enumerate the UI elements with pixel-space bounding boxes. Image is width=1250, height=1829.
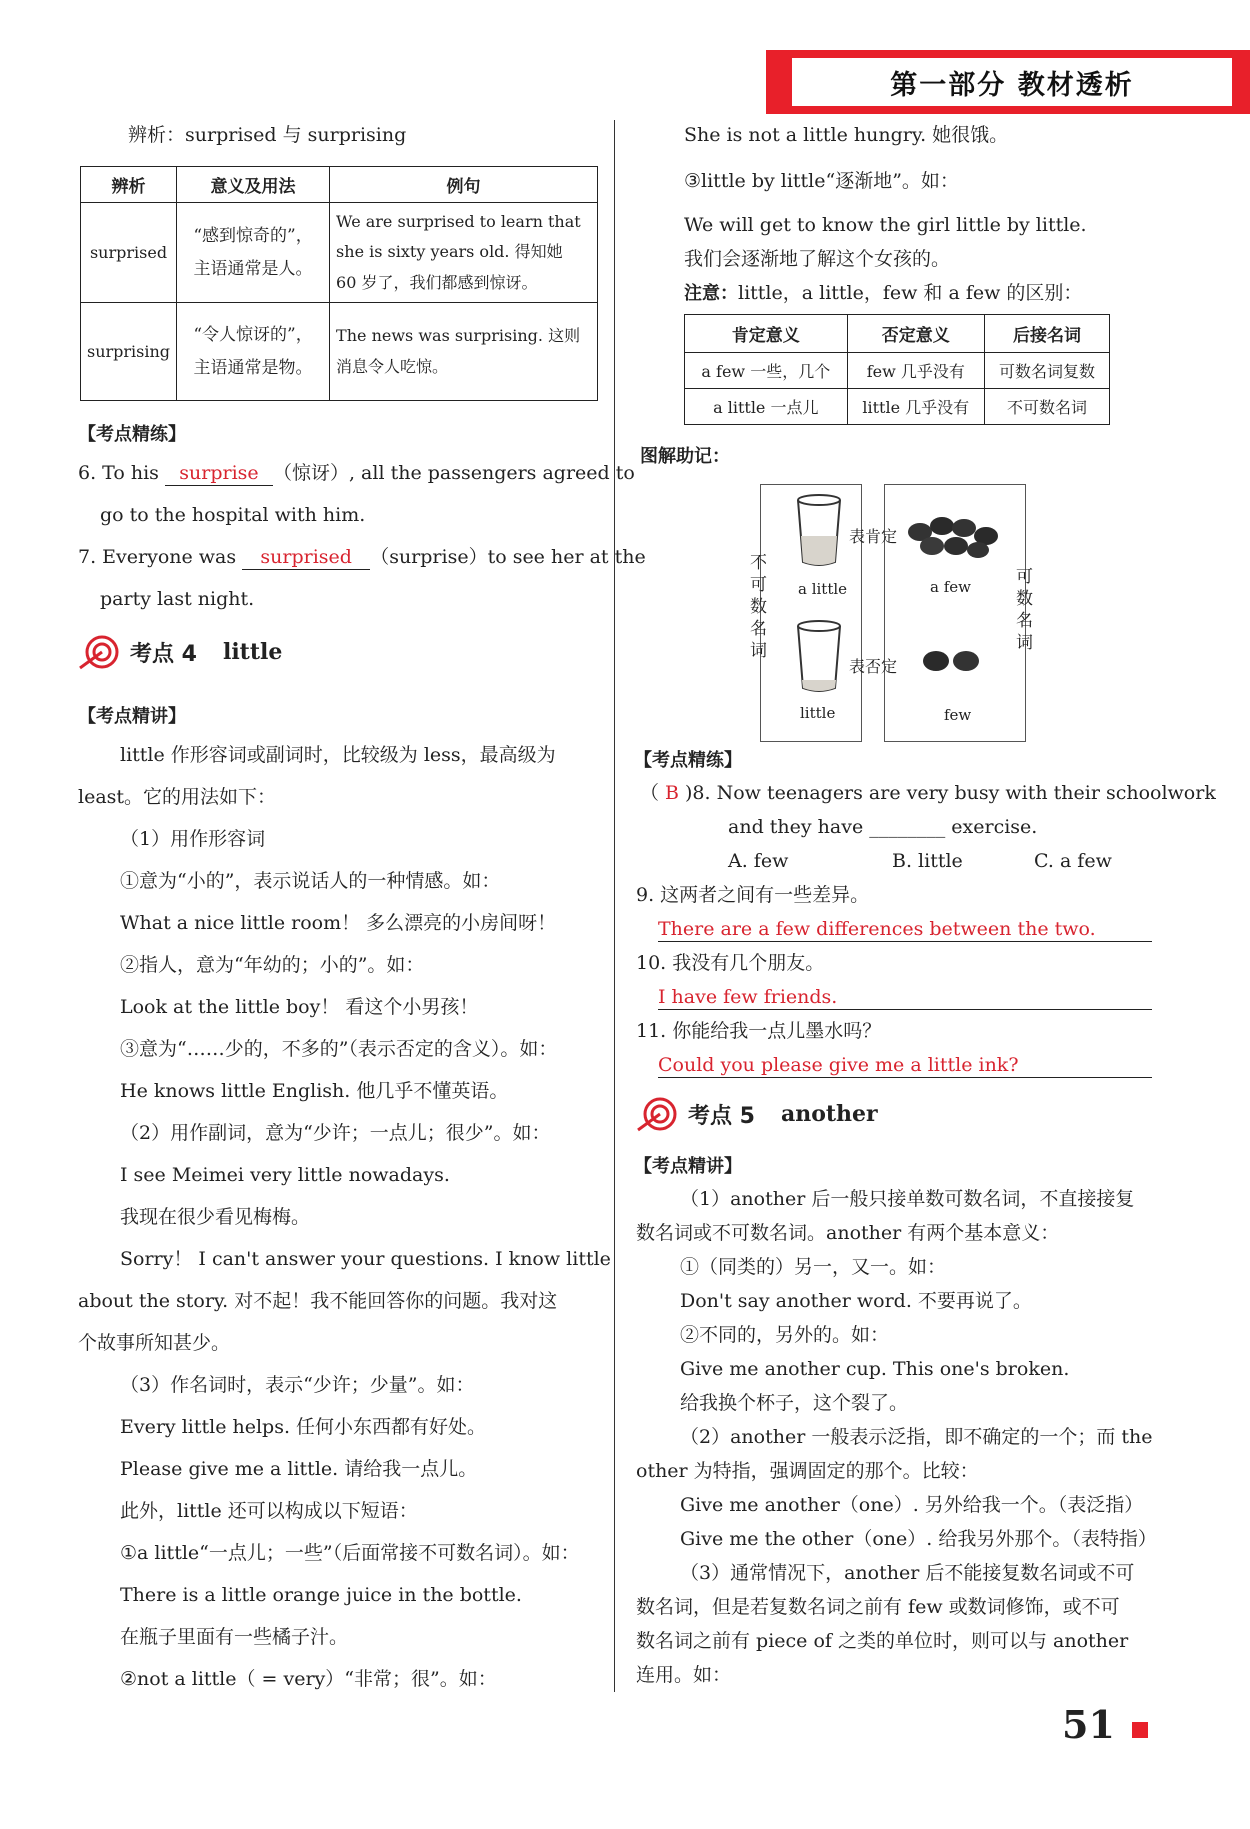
text-line: （3）作名词时，表示“少许；少量”。如： bbox=[120, 1374, 475, 1396]
answer-line: I have few friends. bbox=[658, 986, 1152, 1010]
text-line: （2）another 一般表示泛指，即不确定的一个；而 the bbox=[680, 1426, 1153, 1448]
text-line: 在瓶子里面有一些橘子汁。 bbox=[120, 1626, 349, 1648]
text-line: ②not a little（ = very）“非常；很”。如： bbox=[120, 1668, 497, 1690]
table-cell: few 几乎没有 bbox=[847, 353, 984, 389]
diagram-title: 图解助记： bbox=[640, 446, 730, 467]
question-10: 10. 我没有几个朋友。 bbox=[636, 952, 825, 974]
table-cell: “令人惊讶的”， 主语通常是物。 bbox=[177, 303, 330, 401]
table-cell: surprising bbox=[81, 303, 177, 401]
text-line: about the story. 对不起！我不能回答你的问题。我对这 bbox=[78, 1290, 558, 1312]
table-cell: The news was surprising. 这则 消息令人吃惊。 bbox=[330, 303, 598, 401]
text-line: Give me the other（one）. 给我另外那个。（表特指） bbox=[680, 1528, 1157, 1550]
question-6: 6. To his surprise （惊讶）, all the passengers agreed to bbox=[78, 462, 635, 484]
text-line: ①a little“一点儿；一些”（后面常接不可数名词）。如： bbox=[120, 1542, 580, 1564]
text-line: Sorry！ I can't answer your questions. I know little bbox=[120, 1248, 611, 1270]
diagram-negative: 表否定 bbox=[849, 657, 898, 676]
text-line: 我现在很少看见梅梅。 bbox=[120, 1206, 311, 1228]
answer-blank: surprised bbox=[242, 546, 370, 570]
diagram-a-few: a few bbox=[930, 578, 971, 596]
text-line: She is not a little hungry. 她很饿。 bbox=[684, 124, 1009, 146]
diagram-a-little: a little bbox=[798, 580, 848, 598]
comparison-table bbox=[80, 166, 598, 401]
text-line: little 作形容词或副词时，比较级为 less，最高级为 bbox=[120, 744, 556, 766]
text-line: ①意为“小的”，表示说话人的一种情感。如： bbox=[120, 870, 501, 892]
table-row bbox=[81, 203, 598, 303]
beans-few-icon bbox=[920, 648, 982, 674]
question-7: 7. Everyone was surprised （surprise）to see her at the bbox=[78, 546, 646, 568]
table-header: 后接名词 bbox=[984, 315, 1109, 353]
text-line: 个故事所知甚少。 bbox=[78, 1332, 231, 1354]
table-row bbox=[685, 389, 1110, 425]
text-line: What a nice little room！ 多么漂亮的小房间呀！ bbox=[120, 912, 557, 934]
text-line: He knows little English. 他几乎不懂英语。 bbox=[120, 1080, 509, 1102]
text-line: ②不同的，另外的。如： bbox=[680, 1324, 890, 1346]
table-cell: “感到惊奇的”， 主语通常是人。 bbox=[177, 203, 330, 303]
table-cell: We are surprised to learn that she is sixty years old. 得知她 60 岁了，我们都感到惊讶。 bbox=[330, 203, 598, 303]
text-line: 我们会逐渐地了解这个女孩的。 bbox=[684, 248, 951, 270]
text-line: ①（同类的）另一，又一。如： bbox=[680, 1256, 947, 1278]
glass-little-icon bbox=[795, 620, 843, 694]
table-cell: a little 一点儿 bbox=[685, 389, 848, 425]
diagram-countable: 可数名词 bbox=[1016, 567, 1033, 654]
explain-label: 【考点精讲】 bbox=[78, 706, 186, 727]
text-line: ③little by little“逐渐地”。如： bbox=[684, 170, 959, 192]
target-icon bbox=[78, 634, 122, 670]
text-line: 数名词，但是若复数名词之前有 few 或数词修饰，或不可 bbox=[636, 1596, 1120, 1618]
table-header: 否定意义 bbox=[847, 315, 984, 353]
beans-a-few-icon bbox=[906, 512, 1002, 562]
table-row bbox=[81, 303, 598, 401]
practice-label: 【考点精练】 bbox=[78, 424, 186, 445]
table-cell: surprised bbox=[81, 203, 177, 303]
table-header: 辨析 bbox=[81, 167, 177, 203]
section-4-heading: 考点 4 little bbox=[78, 634, 282, 670]
diagram-uncountable: 不可数名词 bbox=[750, 553, 767, 662]
header-banner bbox=[766, 50, 1250, 114]
answer-choice: B bbox=[665, 782, 679, 804]
question-7-line2: party last night. bbox=[100, 588, 255, 610]
table-header: 肯定意义 bbox=[685, 315, 848, 353]
question-8-line2: and they have ________ exercise. bbox=[728, 816, 1038, 838]
diagram-positive: 表肯定 bbox=[849, 527, 898, 546]
table-cell: little 几乎没有 bbox=[847, 389, 984, 425]
analysis-title: 辨析：surprised 与 surprising bbox=[128, 124, 407, 146]
page-number: 51 bbox=[1062, 1702, 1115, 1747]
text-line: （3）通常情况下，another 后不能接复数名词或不可 bbox=[680, 1562, 1135, 1584]
table-cell: 不可数名词 bbox=[984, 389, 1109, 425]
text-line: （1）another 后一般只接单数可数名词，不直接接复 bbox=[680, 1188, 1135, 1210]
section-5-heading: 考点 5 another bbox=[636, 1096, 878, 1132]
table-cell: a few 一些，几个 bbox=[685, 353, 848, 389]
question-11: 11. 你能给我一点儿墨水吗？ bbox=[636, 1020, 882, 1042]
question-8: （ B )8. Now teenagers are very busy with their schoolwork bbox=[640, 782, 1216, 804]
text-line: 给我换个杯子，这个裂了。 bbox=[680, 1392, 909, 1414]
table-header: 意义及用法 bbox=[177, 167, 330, 203]
practice-label-right: 【考点精练】 bbox=[634, 750, 742, 771]
text-line: 此外，little 还可以构成以下短语： bbox=[120, 1500, 418, 1522]
option-c: C. a few bbox=[1034, 850, 1112, 872]
diagram-few: few bbox=[944, 706, 972, 724]
answer-line: Could you please give me a little ink? bbox=[658, 1054, 1152, 1078]
option-b: B. little bbox=[892, 850, 963, 872]
text-line: Look at the little boy！ 看这个小男孩！ bbox=[120, 996, 479, 1018]
table-row bbox=[685, 353, 1110, 389]
text-line: ②指人，意为“年幼的；小的”。如： bbox=[120, 954, 425, 976]
text-line: Please give me a little. 请给我一点儿。 bbox=[120, 1458, 478, 1480]
text-line: 数名词之前有 piece of 之类的单位时，则可以与 another bbox=[636, 1630, 1129, 1652]
question-6-line2: go to the hospital with him. bbox=[100, 504, 366, 526]
glass-a-little-icon bbox=[795, 494, 843, 568]
table-header: 例句 bbox=[330, 167, 598, 203]
target-icon bbox=[636, 1096, 680, 1132]
text-line: I see Meimei very little nowadays. bbox=[120, 1164, 450, 1186]
text-line: Give me another cup. This one's broken. bbox=[680, 1358, 1070, 1380]
text-line: 数名词或不可数名词。another 有两个基本意义： bbox=[636, 1222, 1060, 1244]
answer-line: There are a few differences between the two. bbox=[658, 918, 1152, 942]
page-marker bbox=[1132, 1722, 1148, 1738]
text-line: （1）用作形容词 bbox=[120, 828, 266, 850]
few-little-table bbox=[684, 314, 1110, 425]
text-line: other 为特指，强调固定的那个。比较： bbox=[636, 1460, 979, 1482]
option-a: A. few bbox=[728, 850, 789, 872]
text-line: There is a little orange juice in the bottle. bbox=[120, 1584, 522, 1606]
question-9: 9. 这两者之间有一些差异。 bbox=[636, 884, 870, 906]
text-line: （2）用作副词，意为“少许；一点儿；很少”。如： bbox=[120, 1122, 551, 1144]
diagram-little: little bbox=[800, 704, 836, 722]
text-line: Give me another（one）. 另外给我一个。（表泛指） bbox=[680, 1494, 1144, 1516]
text-line: ③意为“……少的，不多的”（表示否定的含义）。如： bbox=[120, 1038, 558, 1060]
answer-blank: surprise bbox=[165, 462, 273, 486]
banner-title: 第一部分 教材透析 bbox=[788, 58, 1232, 106]
text-line: least。它的用法如下： bbox=[78, 786, 277, 808]
text-line: Every little helps. 任何小东西都有好处。 bbox=[120, 1416, 487, 1438]
column-divider bbox=[614, 120, 615, 1692]
text-line: 连用。如： bbox=[636, 1664, 732, 1686]
text-line: We will get to know the girl little by little. bbox=[684, 214, 1087, 236]
explain-label-right: 【考点精讲】 bbox=[634, 1156, 742, 1177]
note-line: 注意：little，a little，few 和 a few 的区别： bbox=[684, 282, 1083, 304]
table-cell: 可数名词复数 bbox=[984, 353, 1109, 389]
text-line: Don't say another word. 不要再说了。 bbox=[680, 1290, 1032, 1312]
